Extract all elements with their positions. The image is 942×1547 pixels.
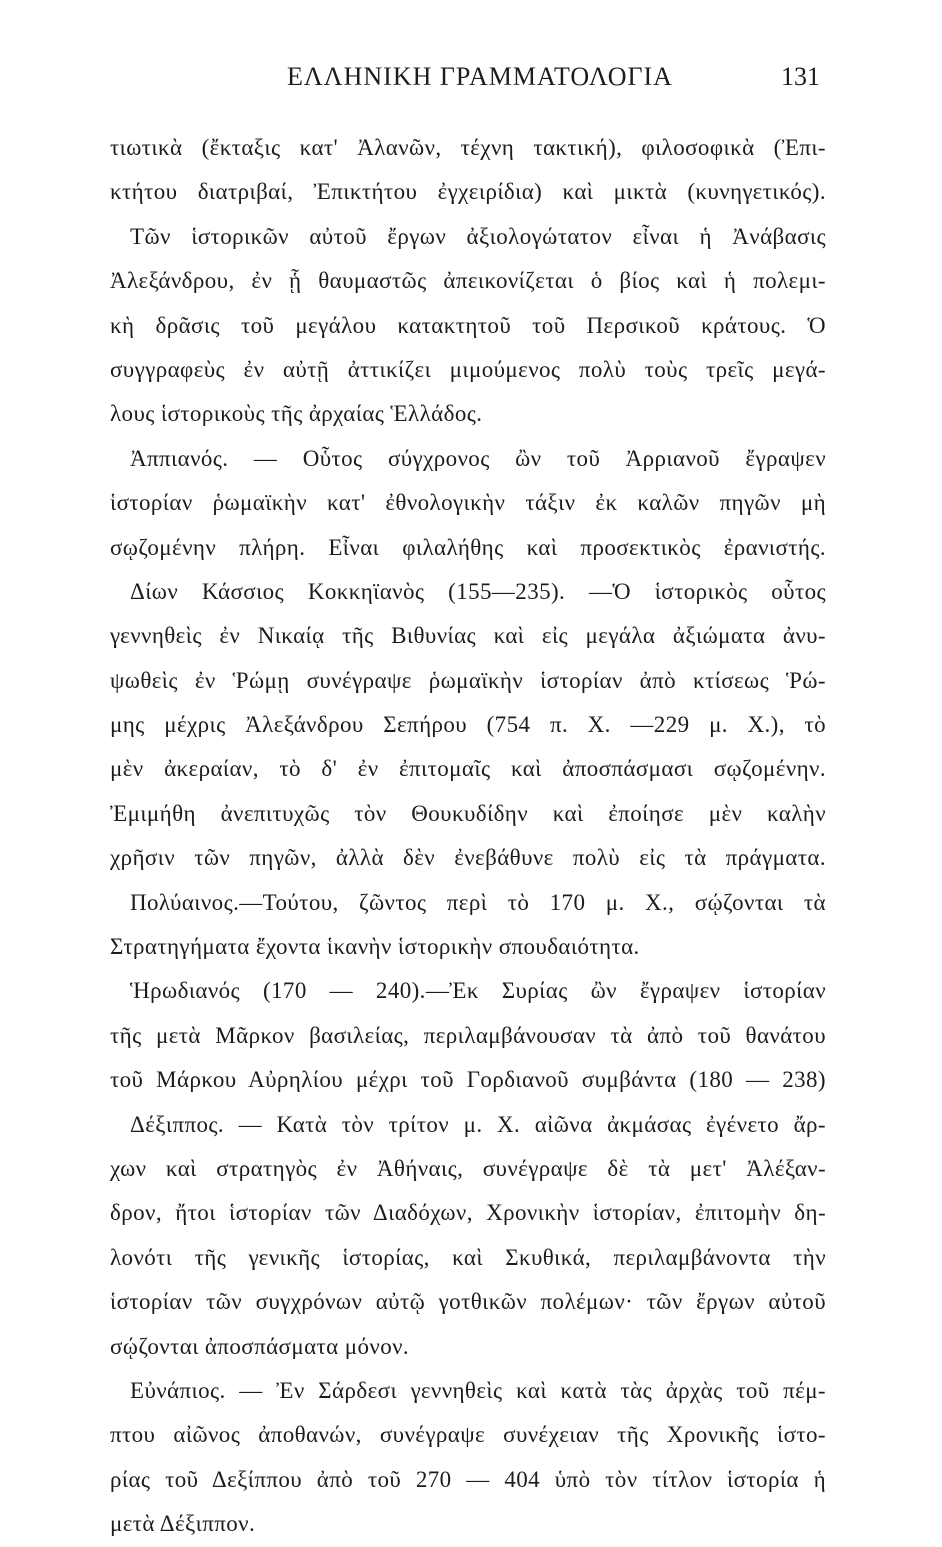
text-line: γεννηθεὶς ἐν Νικαίᾳ τῆς Βιθυνίας καὶ εἰς μεγάλα ἀξιώματα ἀνυ-	[110, 623, 826, 649]
text-line: τοῦ Μάρκου Αὐρηλίου μέχρι τοῦ Γορδιανοῦ συμβάντα (180 — 238)	[110, 1067, 826, 1093]
page-number: 131	[781, 62, 820, 91]
text-line: Ἐμιμήθη ἀνεπιτυχῶς τὸν Θουκυδίδην καὶ ἐποίησε μὲν καλὴν	[110, 800, 826, 826]
running-title: ΕΛΛΗΝΙΚΗ ΓΡΑΜΜΑΤΟΛΟΓΙΑ	[287, 62, 673, 91]
text-line: μης μέχρις Ἀλεξάνδρου Σεπήρου (754 π. Χ. —229 μ. Χ.), τὸ	[110, 712, 826, 738]
text-line: λονότι τῆς γενικῆς ἱστορίας, καὶ Σκυθικά, περιλαμβάνοντα τὴν	[110, 1244, 826, 1270]
page-header	[180, 62, 820, 98]
text-line: συγγραφεὺς ἐν αὐτῇ ἀττικίζει μιμούμενος πολὺ τοὺς τρεῖς μεγά-	[110, 356, 826, 382]
text-line: κὴ δρᾶσις τοῦ μεγάλου κατακτητοῦ τοῦ Περσικοῦ κράτους. Ὁ	[110, 312, 826, 338]
text-line: σῴζονται ἀποσπάσματα μόνον.	[110, 1333, 410, 1359]
text-line: Ἡρωδιανός (170 — 240).—Ἐκ Συρίας ὢν ἔγραψεν ἱστορίαν	[130, 978, 826, 1004]
text-line: Πολύαινος.—Τούτου, ζῶντος περὶ τὸ 170 μ. Χ., σῴζονται τὰ	[130, 889, 826, 915]
text-line: ἱστορίαν ῥωμαϊκὴν κατ' ἐθνολογικὴν τάξιν ἐκ καλῶν πηγῶν μὴ	[110, 490, 826, 516]
text-line: Εὐνάπιος. — Ἐν Σάρδεσι γεννηθεὶς καὶ κατὰ τὰς ἀρχὰς τοῦ πέμ-	[130, 1377, 826, 1403]
text-line: ἱστορίαν τῶν συγχρόνων αὐτῷ γοτθικῶν πολέμων· τῶν ἔργων αὐτοῦ	[110, 1289, 826, 1315]
text-line: ψωθεὶς ἐν Ῥώμῃ συνέγραψε ῥωμαϊκὴν ἱστορίαν ἀπὸ κτίσεως Ῥώ-	[110, 667, 826, 693]
text-line: τῆς μετὰ Μᾶρκον βασιλείας, περιλαμβάνουσαν τὰ ἀπὸ τοῦ θανάτου	[110, 1022, 826, 1048]
body-text	[110, 126, 826, 1547]
text-line: δρον, ἤτοι ἱστορίαν τῶν Διαδόχων, Χρονικὴν ἱστορίαν, ἐπιτομὴν δη-	[110, 1200, 826, 1226]
text-line: ρίας τοῦ Δεξίππου ἀπὸ τοῦ 270 — 404 ὑπὸ τὸν τίτλον ἱστορία ἡ	[110, 1466, 826, 1492]
text-line: Ἀππιανός. — Οὗτος σύγχρονος ὢν τοῦ Ἀρριανοῦ ἔγραψεν	[130, 445, 826, 471]
text-line: λους ἱστορικοὺς τῆς ἀρχαίας Ἑλλάδος.	[110, 401, 483, 427]
text-line: σῳζομένην πλήρη. Εἶναι φιλαλήθης καὶ προσεκτικὸς ἐρανιστής.	[110, 534, 826, 560]
text-line: χρῆσιν τῶν πηγῶν, ἀλλὰ δὲν ἐνεβάθυνε πολὺ εἰς τὰ πράγματα.	[110, 845, 826, 871]
text-line: πτου αἰῶνος ἀποθανών, συνέγραψε συνέχειαν τῆς Χρονικῆς ἱστο-	[110, 1422, 826, 1448]
text-line: χων καὶ στρατηγὸς ἐν Ἀθήναις, συνέγραψε δὲ τὰ μετ' Ἀλέξαν-	[110, 1155, 826, 1181]
text-line: Τῶν ἱστορικῶν αὐτοῦ ἔργων ἀξιολογώτατον εἶναι ἡ Ἀνάβασις	[130, 223, 826, 249]
text-line: κτήτου διατριβαί, Ἐπικτήτου ἐγχειρίδια) καὶ μικτὰ (κυνηγετικός).	[110, 179, 826, 205]
text-line: Δίων Κάσσιος Κοκκηϊανὸς (155—235). —Ὁ ἱστορικὸς οὗτος	[130, 578, 826, 604]
text-line: μὲν ἀκεραίαν, τὸ δ' ἐν ἐπιτομαῖς καὶ ἀποσπάσμασι σῳζομένην.	[110, 756, 826, 782]
text-line: Στρατηγήματα ἔχοντα ἱκανὴν ἱστορικὴν σπουδαιότητα.	[110, 934, 640, 960]
text-line: μετὰ Δέξιππον.	[110, 1511, 256, 1537]
text-line: τιωτικὰ (ἔκταξις κατ' Ἀλανῶν, τέχνη τακτική), φιλοσοφικὰ (Ἐπι-	[110, 135, 826, 160]
text-line: Ἀλεξάνδρου, ἐν ᾗ θαυμαστῶς ἀπεικονίζεται ὁ βίος καὶ ἡ πολεμι-	[110, 268, 826, 294]
text-line: Δέξιππος. — Κατὰ τὸν τρίτον μ. Χ. αἰῶνα ἀκμάσας ἐγένετο ἄρ-	[130, 1111, 826, 1137]
